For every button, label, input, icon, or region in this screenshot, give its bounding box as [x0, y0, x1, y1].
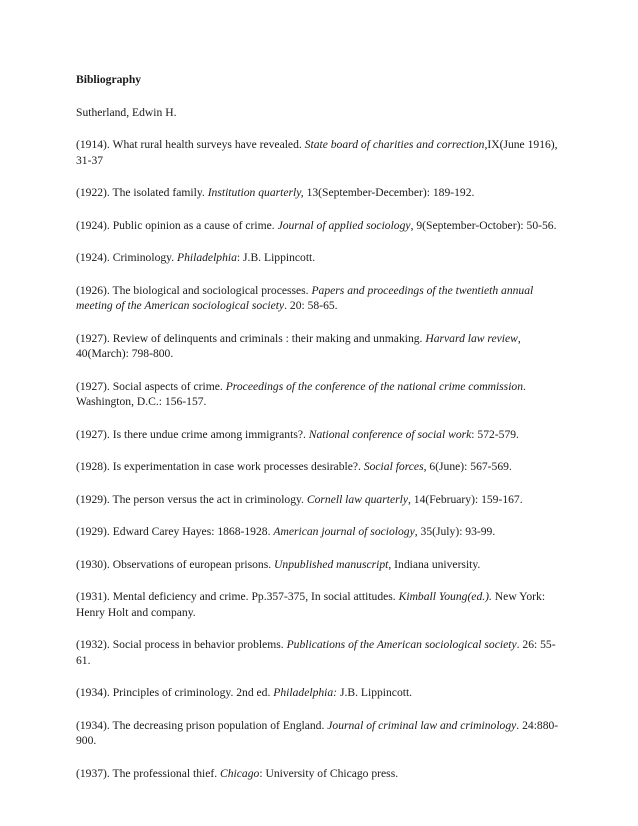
entry-citation: (1914). What rural health surveys have revealed.: [76, 138, 305, 151]
entry-details: , 35(July): 93-99.: [414, 525, 496, 538]
entry-details: 13(September-December): 189-192.: [303, 186, 475, 199]
entry-source: Philadelphia: [177, 251, 237, 264]
bibliography-entry: [76, 589, 566, 620]
entry-source: Institution quarterly,: [207, 186, 304, 199]
entry-details: J.B. Lippincott.: [337, 686, 413, 699]
entry-citation: (1927). Review of delinquents and criminals : their making and unmaking.: [76, 331, 426, 345]
entry-citation: (1934). Principles of criminology. 2nd ed.: [76, 686, 274, 699]
entry-source: Publications of the American sociological society: [286, 638, 517, 651]
entry-details: , Indiana university.: [388, 557, 481, 571]
entry-details: , 14(February): 159-167.: [407, 492, 523, 506]
entry-citation: (1937). The professional thief.: [76, 766, 221, 780]
entry-details: . 26: 55-61.: [76, 638, 556, 667]
page-heading: Bibliography: [76, 73, 142, 86]
entry-source: Harvard law review: [425, 331, 518, 345]
author-name: Sutherland, Edwin H.: [76, 105, 177, 119]
entry-details: : 572-579.: [471, 427, 519, 441]
entry-source: Social forces: [363, 460, 424, 473]
bibliography-page: [76, 72, 566, 798]
bibliography-entry: [76, 492, 566, 508]
entry-details: . Washington, D.C.: 156-157.: [76, 379, 526, 408]
entry-citation: (1924). Public opinion as a cause of crime.: [76, 218, 278, 232]
entry-citation: (1928). Is experimentation in case work processes desirable?.: [76, 460, 364, 473]
entry-citation: (1931). Mental deficiency and crime. Pp.357-375, In social attitudes.: [76, 590, 399, 603]
entry-source: Proceedings of the conference of the national crime commission: [225, 379, 524, 393]
entry-source: Papers and proceedings of the twentieth annual meeting of the American sociological society: [76, 283, 534, 312]
entry-citation: (1924). Criminology.: [76, 251, 178, 264]
entry-citation: (1934). The decreasing prison population of England.: [76, 718, 328, 732]
entry-source: Chicago: [220, 766, 260, 780]
bibliography-entry: [76, 459, 566, 475]
bibliography-entry: [76, 427, 566, 443]
entry-source: Philadelphia:: [273, 686, 338, 699]
bibliography-entry: [76, 185, 566, 201]
entry-citation: (1922). The isolated family.: [76, 186, 208, 199]
entry-source: Unpublished manuscript: [274, 557, 389, 571]
entry-citation: (1930). Observations of european prisons.: [76, 557, 275, 571]
bibliography-entry: [76, 685, 566, 701]
entry-details: . 20: 58-65.: [284, 299, 338, 312]
entry-details: , 40(March): 798-800.: [76, 331, 521, 360]
entry-citation: (1929). The person versus the act in criminology.: [76, 492, 307, 506]
entry-details: New York: Henry Holt and company.: [76, 590, 546, 619]
bibliography-entry: [76, 379, 566, 410]
entry-details: , 6(June): 567-569.: [423, 460, 512, 473]
entry-details: IX(June 1916), 31-37: [76, 138, 558, 167]
entry-source: State board of charities and correction,: [304, 138, 488, 151]
bibliography-entry: [76, 718, 566, 749]
entry-source: American journal of sociology: [273, 525, 415, 538]
bibliography-entry: [76, 137, 566, 168]
entry-details: , 9(September-October): 50-56.: [410, 218, 557, 232]
entry-source: Journal of criminal law and criminology: [327, 718, 517, 732]
entry-citation: (1932). Social process in behavior problems.: [76, 638, 287, 651]
entry-details: . 24:880-900.: [76, 718, 559, 747]
entry-source: National conference of social work: [308, 427, 472, 441]
entry-citation: (1927). Social aspects of crime.: [76, 379, 226, 393]
entry-details: : University of Chicago press.: [259, 766, 399, 780]
bibliography-entry: [76, 283, 566, 314]
bibliography-entry: [76, 637, 566, 668]
entry-details: : J.B. Lippincott.: [236, 251, 316, 264]
bibliography-entry: [76, 250, 566, 266]
entry-source: Cornell law quarterly: [306, 492, 408, 506]
entry-source: Kimball Young(ed.).: [398, 590, 492, 603]
bibliography-entry: [76, 331, 566, 362]
entry-citation: (1927). Is there undue crime among immigrants?.: [76, 427, 309, 441]
bibliography-entry: [76, 766, 566, 782]
bibliography-entry: [76, 557, 566, 573]
entry-source: Journal of applied sociology: [277, 218, 411, 232]
entry-citation: (1929). Edward Carey Hayes: 1868-1928.: [76, 525, 274, 538]
entry-citation: (1926). The biological and sociological processes.: [76, 283, 312, 297]
bibliography-entry: [76, 524, 566, 540]
bibliography-entry: [76, 218, 566, 234]
